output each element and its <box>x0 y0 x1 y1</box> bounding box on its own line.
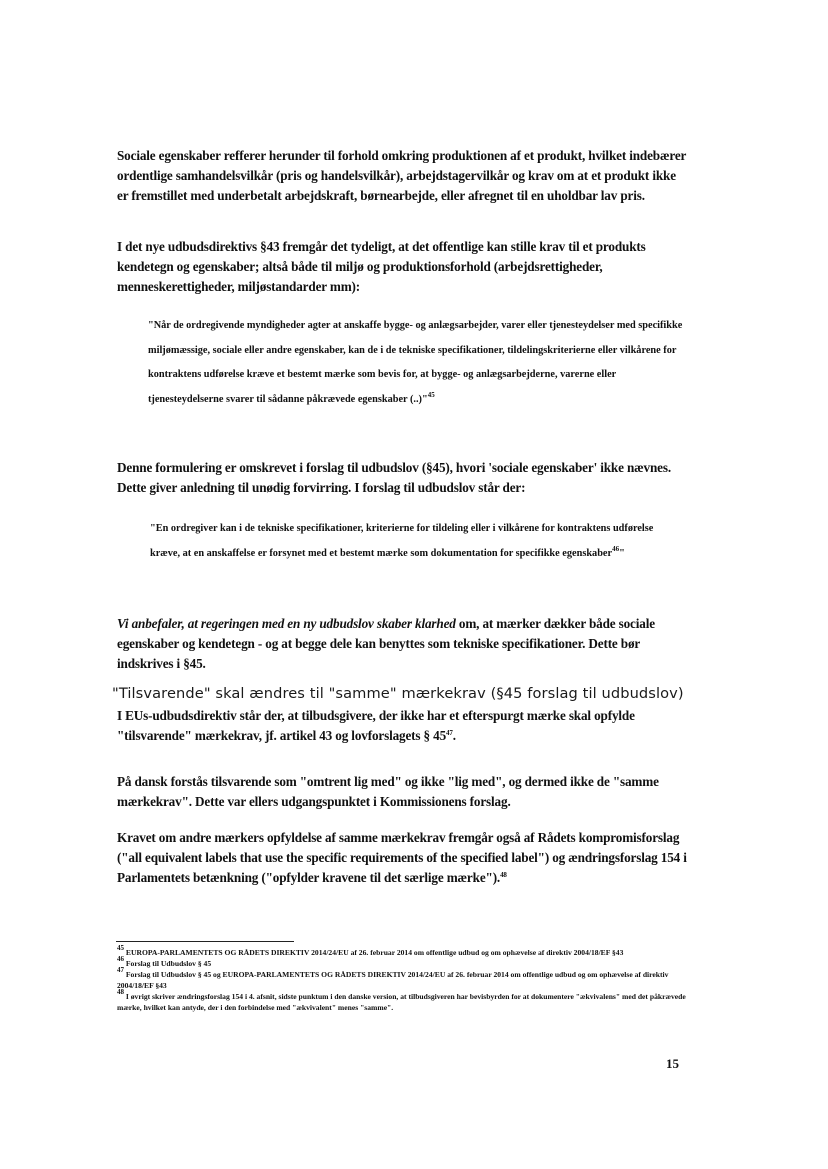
footnote-46 <box>117 955 687 969</box>
footnote-45-text: EUROPA-PARLAMENTETS OG RÅDETS DIREKTIV 2014/24/EU af 26. februar 2014 om offentlige udbud og om ophævelse af direktiv 2004/18/EF §43 <box>125 948 624 957</box>
footnote-45-number: 45 <box>117 944 124 952</box>
eu-directive-end: . <box>452 728 456 743</box>
quote-directive-43-text: "Når de ordregivende myndigheder agter at anskaffe bygge- og anlægsarbejder, varer eller tjenesteydelser med specifikke miljømæssige, sociale eller andre egenskaber, kan de i de tekniske specifikationer, tildelingskriterierne eller vilkårene for kontraktens udførelse kræve et bestemt mærke som bevis for, at bygge- og anlægsarbejderne, varerne eller tjenesteydelserne svarer til sådanne påkrævede egenskaber (..)" <box>148 320 683 405</box>
eu-directive-text: I EUs-udbudsdirektiv står der, at tilbudsgivere, der ikke har et efterspurgt mærke skal opfylde "tilsvarende" mærkekrav, jf. artikel 43 og lovforslagets § 45 <box>117 708 635 743</box>
paragraph-danish-meaning: På dansk forstås tilsvarende som "omtrent lig med" og ikke "lig med", og dermed ikke de "samme mærkekrav". Dette var ellers udgangspunktet i Kommissionens forslag. <box>117 774 659 809</box>
quote-udbudslov-45 <box>150 517 678 566</box>
footnote-48-number: 48 <box>117 988 124 996</box>
footnote-47-text: Forslag til Udbudslov § 45 og EUROPA-PARLAMENTETS OG RÅDETS DIREKTIV 2014/24/EU af 26. februar 2014 om offentlige udbud og om ophævelse af direktiv 2004/18/EF §43 <box>117 970 669 990</box>
footnote-ref-48: 48 <box>500 871 507 879</box>
footnote-separator <box>116 941 294 942</box>
quote-udbudslov-45-text: "En ordregiver kan i de tekniske specifikationer, kriterierne for tildeling eller i vilkårene for kontraktens udførelse kræve, at en anskaffelse er forsynet med et bestemt mærke som dokumentation for specifikke egenskaber <box>150 523 654 559</box>
paragraph-recommendation <box>117 614 687 674</box>
footnotes <box>117 944 687 1013</box>
footnote-47 <box>117 966 687 991</box>
footnote-46-number: 46 <box>117 955 124 963</box>
paragraph-council-proposal <box>117 828 687 888</box>
section-heading: "Tilsvarende" skal ændres til "samme" mærkekrav (§45 forslag til udbudslov) <box>112 685 684 702</box>
footnote-48 <box>117 988 687 1013</box>
council-proposal-text: Kravet om andre mærkers opfyldelse af samme mærkekrav fremgår også af Rådets kompromisforslag ("all equivalent labels that use the specific requirements of the specified label") og ændringsforslag 154 i Parlamentets betænkning ("opfylder kravene til det særlige mærke"). <box>117 830 687 885</box>
footnote-47-number: 47 <box>117 966 124 974</box>
footnote-ref-46: 46 <box>612 544 620 553</box>
footnote-45 <box>117 944 687 958</box>
paragraph-directive-43: I det nye udbudsdirektivs §43 fremgår det tydeligt, at det offentlige kan stille krav til et produkts kendetegn og egenskaber; altså både til miljø og produktionsforhold (arbejdsrettigheder, menneskerettigheder, miljøstandarder mm): <box>117 239 646 294</box>
paragraph-social-properties: Sociale egenskaber refferer herunder til forhold omkring produktionen af et produkt, hvilket indebærer ordentlige samhandelsvilkår (pris og handelsvilkår), arbejdstagervilkår og krav om at et produkt ikke er fremstillet med underbetalt arbejdskraft, børnearbejde, eller afregnet til en uholdbar lav pris. <box>117 148 686 203</box>
recommendation-emphasis: Vi anbefaler, at regeringen med en ny udbudslov skaber klarhed <box>117 616 456 631</box>
paragraph-udbudslov-45: Denne formulering er omskrevet i forslag til udbudslov (§45), hvori 'sociale egenskaber' ikke nævnes. Dette giver anledning til unødig forvirring. I forslag til udbudslov står der: <box>117 460 671 495</box>
paragraph-eu-directive <box>117 706 687 746</box>
quote-directive-43 <box>148 314 684 412</box>
page-number: 15 <box>666 1056 679 1071</box>
footnote-46-text: Forslag til Udbudslov § 45 <box>125 959 212 968</box>
quote-udbudslov-45-end: " <box>619 547 625 559</box>
footnote-ref-45: 45 <box>427 390 435 399</box>
footnote-48-text: I øvrigt skriver ændringsforslag 154 i 4. afsnit, sidste punktum i den danske version, at tilbudsgiveren har bevisbyrden for at dokumentere "ækvivalens" med det påkrævede mærke, hvilket kan antyde, der i den forbindelse med "ækvivalent" menes "samme". <box>117 992 686 1012</box>
footnote-ref-47: 47 <box>446 729 453 737</box>
recommendation-rest: om, at mærker dækker både sociale egenskaber og kendetegn - og at begge dele kan benyttes som tekniske specifikationer. Dette bør indskrives i §45. <box>117 616 655 671</box>
